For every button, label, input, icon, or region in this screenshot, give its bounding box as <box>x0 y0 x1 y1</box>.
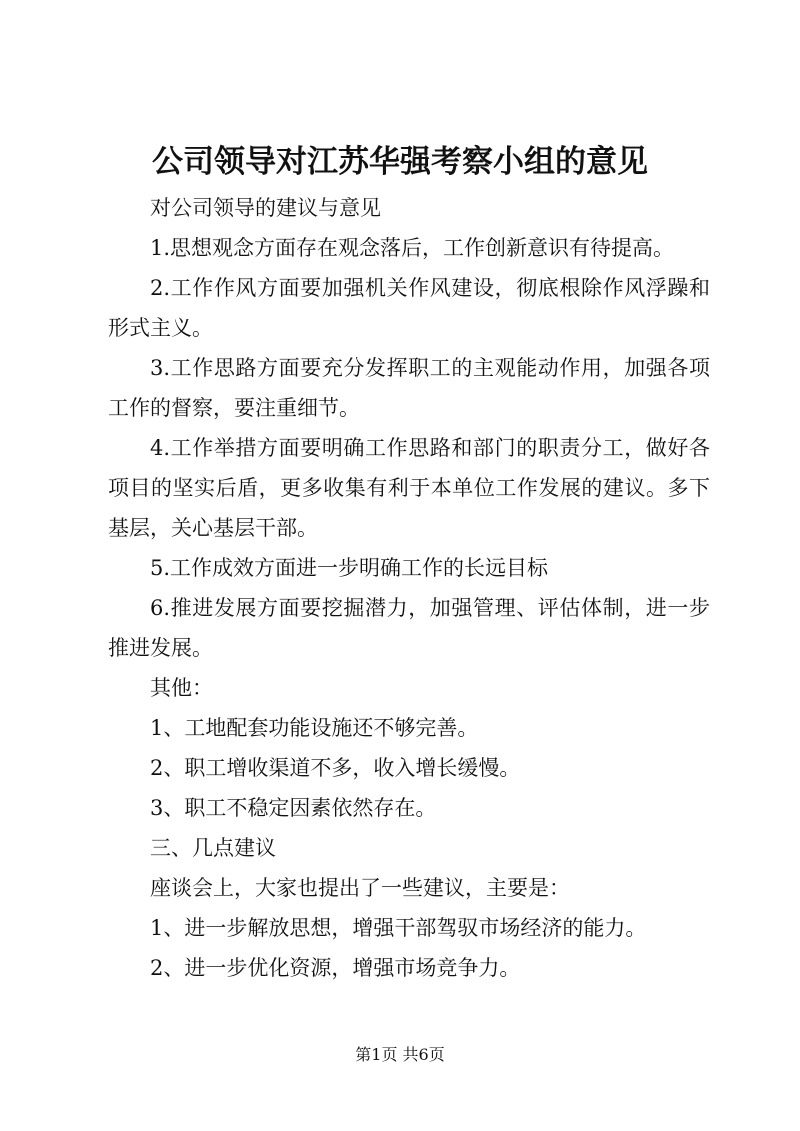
paragraph-item-3: 3.工作思路方面要充分发挥职工的主观能动作用，加强各项工作的督察，要注重细节。 <box>108 356 710 420</box>
section-heading-suggestions: 三、几点建议 <box>150 836 276 860</box>
paragraph-item-5: 5.工作成效方面进一步明确工作的长远目标 <box>150 556 549 580</box>
list-item-suggestion-2: 2、进一步优化资源，增强市场竞争力。 <box>150 956 521 980</box>
list-item-other-2: 2、职工增收渠道不多，收入增长缓慢。 <box>150 756 521 780</box>
paragraph-suggestions-intro: 座谈会上，大家也提出了一些建议，主要是： <box>150 876 570 900</box>
document-title: 公司领导对江苏华强考察小组的意见 <box>152 144 648 180</box>
list-item-other-1: 1、工地配套功能设施还不够完善。 <box>150 716 479 740</box>
paragraph-item-4: 4.工作举措方面要明确工作思路和部门的职责分工，做好各项目的坚实后盾，更多收集有利于本单位工作发展的建议。多下基层，关心基层干部。 <box>108 436 710 540</box>
section-heading-other: 其他： <box>150 676 213 700</box>
paragraph-intro: 对公司领导的建议与意见 <box>150 196 381 220</box>
document-body <box>108 188 710 988</box>
paragraph-item-2: 2.工作作风方面要加强机关作风建设，彻底根除作风浮躁和形式主义。 <box>108 276 710 340</box>
paragraph-item-1: 1.思想观念方面存在观念落后，工作创新意识有待提高。 <box>150 236 675 260</box>
list-item-other-3: 3、职工不稳定因素依然存在。 <box>150 796 437 820</box>
page-footer: 第1页 共6页 <box>355 1045 445 1064</box>
list-item-suggestion-1: 1、进一步解放思想，增强干部驾驭市场经济的能力。 <box>150 916 647 940</box>
paragraph-item-6: 6.推进发展方面要挖掘潜力，加强管理、评估体制，进一步推进发展。 <box>108 596 710 660</box>
